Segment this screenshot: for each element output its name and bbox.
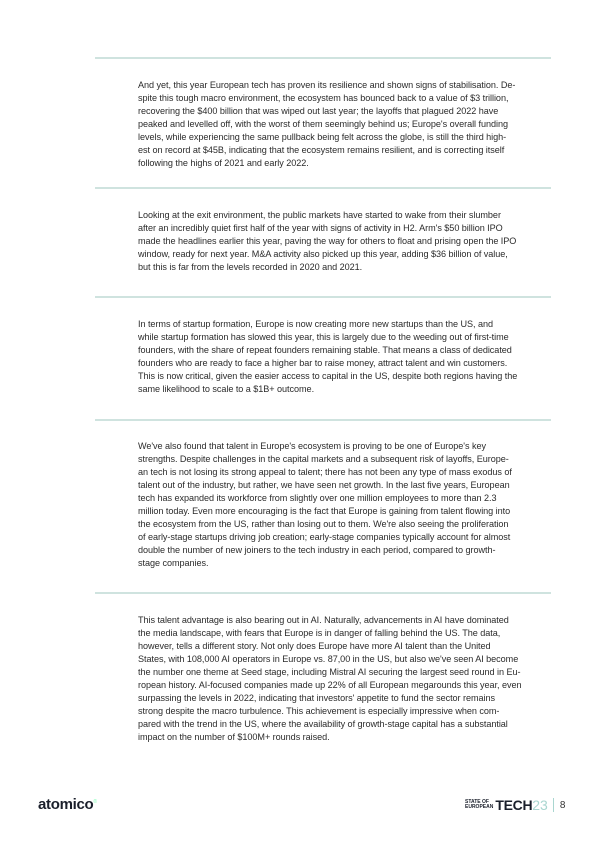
divider: [95, 419, 551, 421]
page-number: 8: [559, 799, 566, 811]
text-line: States, with 108,000 AI operators in Europe vs. 87,00 in the US, but also we've seen AI become: [138, 654, 519, 664]
text-line: made the headlines earlier this year, paving the way for others to float and prising open the IPO: [138, 236, 517, 246]
text-line: surpassing the levels in 2022, indicating that investors' appetite to fund the sector remains: [138, 693, 496, 703]
text-line: Looking at the exit environment, the public markets have started to wake from their slumber: [138, 210, 501, 220]
brand-stack: STATE OF EUROPEAN: [465, 799, 494, 810]
divider: [95, 57, 551, 59]
divider: [95, 296, 551, 298]
text-line: an tech is not losing its strong appeal to talent; there has not been any type of mass exodus of: [138, 467, 512, 477]
text-line: levels, while experiencing the same pullback being felt across the globe, is still the third high-: [138, 132, 507, 142]
text-line: stage companies.: [138, 558, 209, 568]
text-line: pared with the trend in the US, where the availability of growth-stage capital has a substantial: [138, 719, 508, 729]
text-line: est on record at $45B, indicating that the ecosystem remains resilient, and is correcting itself: [138, 145, 505, 155]
text-line: of early-stage startups driving job creation; early-stage companies typically account for almost: [138, 532, 511, 542]
text-line: window, ready for next year. M&A activity also picked up this year, adding $36 billion of value,: [138, 249, 508, 259]
text-line: founders who are ready to face a higher bar to raise money, attract talent and win customers.: [138, 358, 508, 368]
brand-year: 23: [532, 797, 548, 813]
text-line: peaked and levelled off, with the worst of them seemingly behind us; Europe's overall funding: [138, 119, 508, 129]
text-line: talent out of the industry, but rather, we have seen net growth. In the last five years, European: [138, 480, 510, 490]
text-line: following the highs of 2021 and early 2022.: [138, 158, 309, 168]
text-line: ropean history. AI-focused companies made up 22% of all European megarounds this year, even: [138, 680, 522, 690]
text-line: the ecosystem from the US, rather than losing out to them. We're also seeing the proliferation: [138, 519, 509, 529]
paragraph-3: [138, 318, 558, 396]
separator: [553, 798, 554, 812]
brand-tech: TECH: [495, 797, 533, 813]
text-line: same likelihood to scale to a $1B+ outcome.: [138, 384, 315, 394]
text-line: And yet, this year European tech has proven its resilience and shown signs of stabilisation. De-: [138, 80, 516, 90]
paragraph-1: [138, 79, 558, 170]
text-line: however, tells a different story. Not only does Europe have more AI talent than the United: [138, 641, 491, 651]
text-line: In terms of startup formation, Europe is now creating more new startups than the US, and: [138, 319, 493, 329]
text-line: We've also found that talent in Europe's ecosystem is proving to be one of Europe's key: [138, 441, 486, 451]
text-line: while startup formation has slowed this year, this is largely due to the weeding out of first-time: [138, 332, 509, 342]
divider: [95, 592, 551, 594]
text-line: strengths. Despite challenges in the capital markets and a subsequent risk of layoffs, Europe-: [138, 454, 509, 464]
text-line: founders, with the share of repeat founders remaining stable. That means a class of dedicated: [138, 345, 512, 355]
text-line: recovering the $400 billion that was wiped out last year; the layoffs that plagued 2022 have: [138, 106, 499, 116]
atomico-logo: atomico®: [38, 796, 97, 813]
text-line: impact on the number of $100M+ rounds raised.: [138, 732, 330, 742]
text-line: double the number of new joiners to the tech industry in each period, compared to growth-: [138, 545, 496, 555]
paragraph-2: [138, 209, 558, 274]
text-line: spite this tough macro environment, the ecosystem has bounced back to a value of $3 trillion,: [138, 93, 509, 103]
text-line: after an incredibly quiet first half of the year with signs of activity in H2. Arm's $50 billion IPO: [138, 223, 503, 233]
text-line: the media landscape, with fears that Europe is in danger of falling behind the US. The data,: [138, 628, 501, 638]
text-line: the number one theme at Seed stage, including Mistral AI securing the largest seed round in Eu-: [138, 667, 521, 677]
divider: [95, 187, 551, 189]
paragraph-4: [138, 440, 558, 570]
text-line: strong despite the macro turbulence. This achievement is especially impressive when com-: [138, 706, 500, 716]
paragraph-5: [138, 614, 558, 744]
text-line: tech has expanded its workforce from slightly over one million employees to more than 2.3: [138, 493, 497, 503]
report-brand: [465, 797, 565, 813]
text-line: This is now critical, given the easier access to capital in the US, despite both regions having the: [138, 371, 518, 381]
text-line: but this is far from the levels recorded in 2020 and 2021.: [138, 262, 363, 272]
text-line: This talent advantage is also bearing out in AI. Naturally, advancements in AI have dominated: [138, 615, 509, 625]
text-line: million today. Even more encouraging is the fact that Europe is gaining from talent flowing into: [138, 506, 511, 516]
